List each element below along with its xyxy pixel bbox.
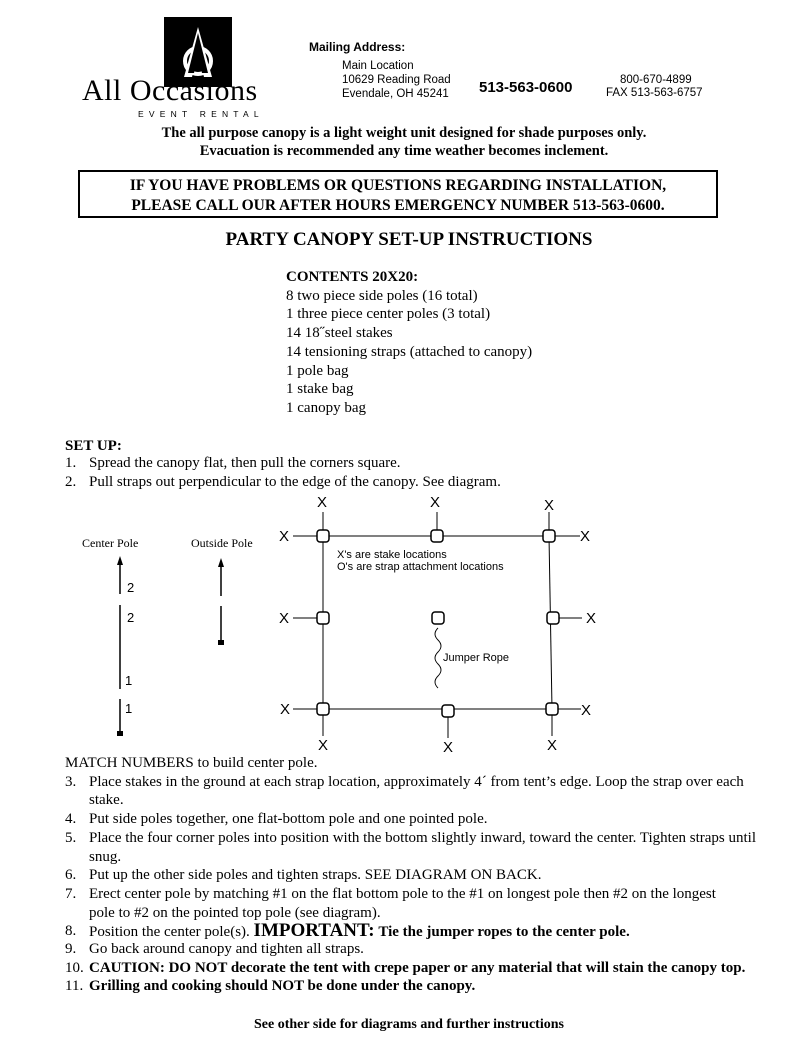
- fax-number: FAX 513-563-6757: [606, 87, 703, 99]
- setup-step-caution: [65, 959, 765, 978]
- footer-note: See other side for diagrams and further instructions: [254, 1017, 564, 1032]
- contents-item: 14 18˝steel stakes: [286, 325, 393, 342]
- step-text: Grilling and cooking should NOT be done under the canopy.: [89, 978, 476, 995]
- setup-steps-top: [65, 454, 765, 491]
- stake-x: X: [547, 737, 558, 754]
- step-number: 3.: [65, 773, 77, 790]
- stake-x: X: [317, 494, 328, 511]
- stake-x: X: [279, 610, 290, 627]
- step-text: CAUTION: DO NOT decorate the tent with crepe paper or any material that will stain the canopy top.: [89, 959, 746, 976]
- contents-item: 14 tensioning straps (attached to canopy): [286, 343, 533, 360]
- emergency-notice-box: [78, 170, 718, 218]
- stake-x: X: [280, 701, 291, 718]
- diagram-legend-line-2: O's are strap attachment locations: [337, 561, 504, 573]
- canopy-frame: [293, 512, 582, 738]
- mailing-address-label: Mailing Address:: [309, 40, 406, 54]
- setup-step-grilling: [65, 977, 765, 996]
- pole-number: 2: [127, 580, 135, 595]
- step-8-bold-text: Tie the jumper ropes to the center pole.: [378, 924, 630, 941]
- pole-number: 1: [125, 701, 133, 716]
- contents-item: 8 two piece side poles (16 total): [286, 287, 478, 304]
- pole-number: 2: [127, 610, 135, 625]
- contents-item: 1 pole bag: [286, 362, 349, 379]
- pole-number: 1: [125, 673, 133, 688]
- diagram-legend-line-1: X's are stake locations: [337, 549, 447, 561]
- outside-pole-label: Outside Pole: [191, 536, 253, 550]
- step-8-text: Position the center pole(s).: [89, 924, 250, 941]
- contents-list: [286, 268, 532, 418]
- contents-item: 1 three piece center poles (3 total): [286, 306, 491, 323]
- step-text: Place the four corner poles into position with the bottom slightly inward, toward the center. Tighten straps until snug.: [89, 829, 756, 865]
- stake-x: X: [279, 528, 290, 545]
- setup-step: [65, 866, 765, 885]
- step-number: 2.: [65, 473, 77, 490]
- match-numbers-line: MATCH NUMBERS to build center pole.: [65, 755, 318, 771]
- step-number: 10.: [65, 959, 84, 976]
- step-text: Put up the other side poles and tighten straps. SEE DIAGRAM ON BACK.: [89, 867, 542, 884]
- intro-line-2: Evacuation is recommended any time weather becomes inclement.: [199, 143, 609, 159]
- setup-step: [65, 885, 765, 922]
- logo-tagline: EVENT RENTAL: [138, 109, 264, 119]
- contents-item: 1 canopy bag: [286, 399, 366, 416]
- step-number: 8.: [65, 923, 77, 940]
- canopy-diagram: [0, 490, 808, 760]
- stake-x: X: [443, 739, 454, 756]
- center-pole-label: Center Pole: [82, 536, 139, 550]
- important-label: IMPORTANT:: [253, 920, 375, 942]
- step-text: Put side poles together, one flat-bottom pole and one pointed pole.: [89, 811, 488, 828]
- setup-heading: SET UP:: [65, 438, 122, 454]
- setup-step: [65, 454, 765, 473]
- main-phone: 513-563-0600: [479, 79, 573, 96]
- setup-step: [65, 473, 765, 492]
- intro-line-1: The all purpose canopy is a light weight unit designed for shade purposes only.: [161, 125, 647, 141]
- step-number: 1.: [65, 455, 77, 471]
- contents-item: 1 stake bag: [286, 381, 354, 398]
- center-pole-graphic: [117, 556, 123, 736]
- step-text: Erect center pole by matching #1 on the flat bottom pole to the #1 on longest pole then #2 on the longest pole to #2 on the pointed top pole (see diagram).: [89, 885, 716, 921]
- address-line-1: Main Location: [342, 60, 414, 72]
- setup-steps-bottom: [65, 754, 765, 996]
- outside-pole-graphic: [218, 558, 224, 645]
- step-text: Pull straps out perpendicular to the edge of the canopy. See diagram.: [89, 473, 501, 490]
- step-text: Spread the canopy flat, then pull the corners square.: [89, 455, 401, 471]
- emergency-line-1: IF YOU HAVE PROBLEMS OR QUESTIONS REGARDING INSTALLATION,: [129, 177, 667, 194]
- setup-step: [65, 773, 765, 810]
- step-number: 11.: [65, 978, 84, 995]
- setup-step: [65, 940, 765, 959]
- setup-step: [65, 810, 765, 829]
- stake-x: X: [430, 494, 441, 511]
- logo-wordmark: All Occasions: [82, 74, 258, 107]
- step-number: 6.: [65, 867, 77, 884]
- step-number: 9.: [65, 941, 77, 958]
- setup-step: [65, 829, 765, 866]
- step-number: 7.: [65, 885, 77, 902]
- stake-x: X: [318, 737, 329, 754]
- address-line-3: Evendale, OH 45241: [342, 88, 449, 100]
- step-text: Place stakes in the ground at each strap location, approximately 4´ from tent’s edge. Loop the strap over each stake.: [89, 773, 744, 809]
- stake-x: X: [580, 528, 591, 545]
- step-text: Go back around canopy and tighten all straps.: [89, 941, 364, 958]
- page-title: PARTY CANOPY SET-UP INSTRUCTIONS: [225, 229, 593, 250]
- step-number: 4.: [65, 811, 77, 828]
- jumper-rope-label: Jumper Rope: [443, 652, 510, 664]
- stake-x: X: [581, 702, 592, 719]
- stake-x: X: [544, 497, 555, 514]
- toll-free-phone: 800-670-4899: [620, 74, 692, 86]
- emergency-line-2: PLEASE CALL OUR AFTER HOURS EMERGENCY NUMBER 513-563-0600.: [131, 197, 665, 214]
- step-number: 5.: [65, 829, 77, 846]
- contents-heading: CONTENTS 20X20:: [286, 269, 419, 285]
- stake-x: X: [586, 610, 597, 627]
- address-line-2: 10629 Reading Road: [342, 74, 451, 86]
